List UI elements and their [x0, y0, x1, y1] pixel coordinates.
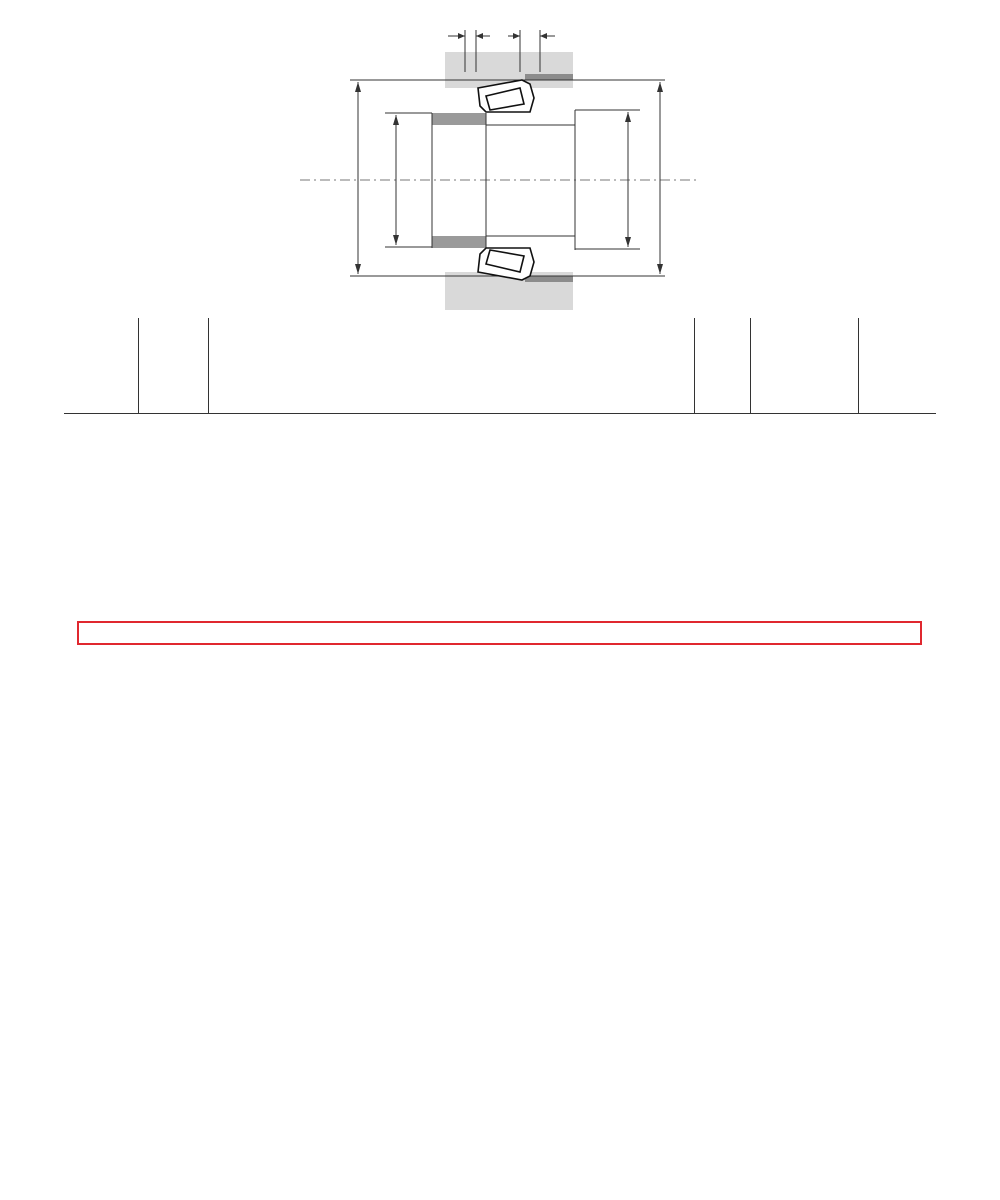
col-Db-min — [420, 361, 480, 413]
bearing-mounting-diagram — [0, 0, 1000, 318]
highlighted-row-box — [77, 621, 922, 645]
col-rb-max — [640, 361, 694, 413]
col-db-max — [262, 361, 312, 413]
mass-header — [858, 318, 936, 413]
col-Sa-min — [480, 361, 534, 413]
mounting-dimensions-table — [64, 318, 936, 414]
col-Sb-min — [534, 361, 590, 413]
col-ra-max — [590, 361, 640, 413]
axial-load-factors-header — [750, 318, 858, 361]
col-y0 — [804, 361, 858, 413]
load-center-header — [138, 318, 208, 413]
dimension-series-header — [64, 318, 138, 413]
col-y1 — [750, 361, 804, 413]
constant-header — [694, 318, 750, 413]
col-Da — [312, 361, 420, 413]
col-da-min — [208, 361, 262, 413]
mounting-dimensions-header — [208, 318, 694, 361]
